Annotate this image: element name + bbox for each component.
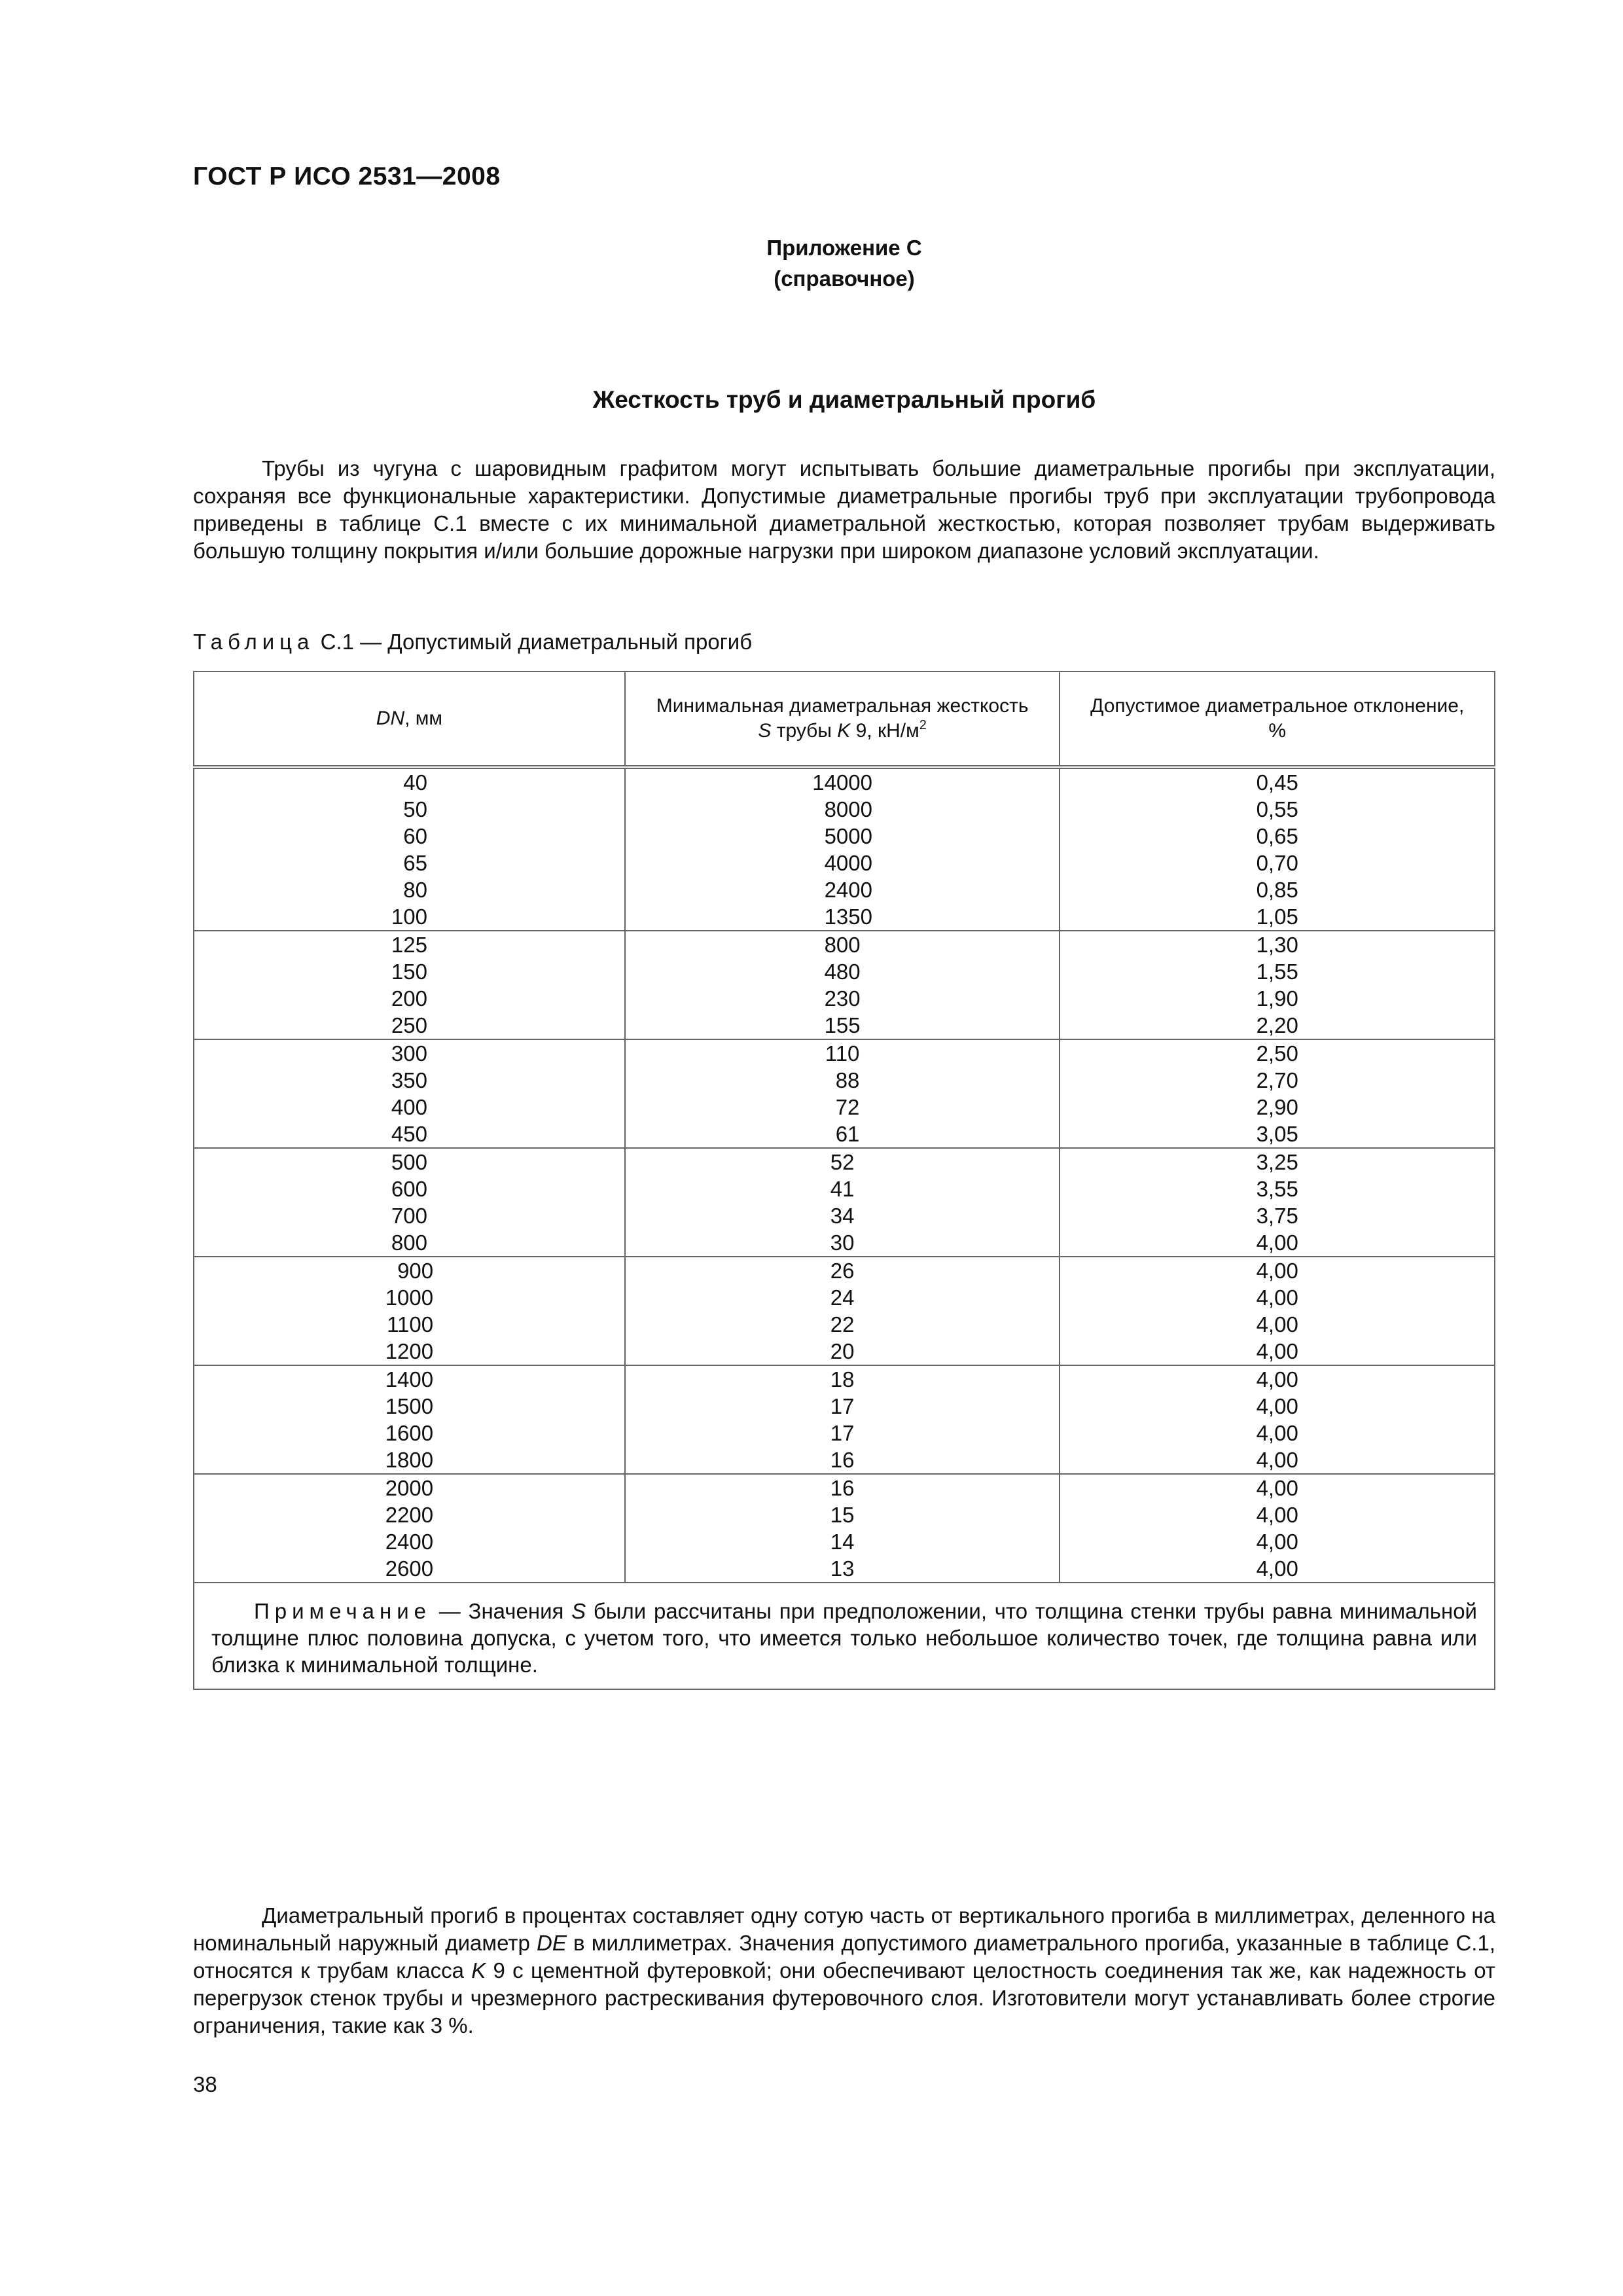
annex-subtitle: (справочное)	[774, 266, 915, 291]
table-row-group	[194, 1474, 1495, 1583]
dn-cell	[194, 1474, 625, 1583]
table-value: 4,00	[1256, 1394, 1298, 1418]
table-value: 65	[403, 851, 427, 875]
table-value: 0,85	[1256, 878, 1298, 902]
table-value: 52	[830, 1150, 855, 1174]
section-title: Жесткость труб и диаметральный прогиб	[592, 386, 1096, 413]
deflection-cell	[1060, 1039, 1495, 1148]
table-header-row	[194, 672, 1495, 767]
closing-paragraph: Диаметральный прогиб в процентах составляет одну сотую часть от вертикального прогиба в миллиметрах, деленного на номинальный наружный диаметр DE в миллиметрах. Значения допустимого диаметрального прогиба, указанные в таблице С.1, относятся к трубам класса K 9 с цементной футеровкой; они обеспечивают целостность соединения так же, как надежность от перегрузок стенок трубы и чрезмерного растрескивания футеровочного слоя. Изготовители могут устанавливать более строгие ограничения, такие как 3 %.	[193, 1903, 1496, 2037]
table-value: 20	[830, 1339, 855, 1363]
table-value: 300	[391, 1041, 427, 1066]
table-value: 1,30	[1256, 933, 1298, 957]
table-value: 4,00	[1256, 1503, 1298, 1527]
table-value: 4,00	[1256, 1312, 1298, 1336]
stiffness-cell	[625, 931, 1060, 1039]
table-value: 61	[835, 1122, 860, 1146]
table-value: 22	[830, 1312, 855, 1336]
table-value: 150	[391, 960, 427, 984]
table-value: 800	[824, 933, 861, 957]
header-deflection: Допустимое диаметральное отклонение, %	[1060, 672, 1495, 767]
stiffness-cell	[625, 1257, 1060, 1365]
table-row-group	[194, 1148, 1495, 1257]
table-value: 3,25	[1256, 1150, 1298, 1174]
table-value: 1350	[824, 905, 872, 929]
table-value: 4,00	[1256, 1367, 1298, 1391]
table-value: 13	[830, 1556, 855, 1581]
table-value: 200	[391, 986, 427, 1011]
table-value: 2600	[385, 1556, 434, 1581]
table-value: 4,00	[1256, 1448, 1298, 1472]
table-value: 0,70	[1256, 851, 1298, 875]
deflection-table	[193, 671, 1495, 1690]
deflection-cell	[1060, 1365, 1495, 1474]
table-value: 2200	[385, 1503, 434, 1527]
table-value: 5000	[824, 824, 872, 848]
table-value: 1400	[385, 1367, 434, 1391]
dn-cell	[194, 767, 625, 931]
table-value: 1500	[385, 1394, 434, 1418]
table-value: 3,05	[1256, 1122, 1298, 1146]
table-value: 15	[830, 1503, 855, 1527]
table-value: 400	[391, 1095, 427, 1119]
deflection-cell	[1060, 767, 1495, 931]
dn-cell	[194, 1039, 625, 1148]
table-value: 1,90	[1256, 986, 1298, 1011]
table-value: 1,05	[1256, 905, 1298, 929]
table-value: 900	[397, 1259, 434, 1283]
table-value: 41	[830, 1177, 855, 1201]
table-value: 800	[391, 1230, 427, 1255]
table-value: 230	[824, 986, 861, 1011]
table-value: 60	[403, 824, 427, 848]
table-value: 14	[830, 1530, 855, 1554]
deflection-cell	[1060, 931, 1495, 1039]
table-value: 18	[830, 1367, 855, 1391]
table-caption-text: С.1 — Допустимый диаметральный прогиб	[320, 630, 753, 654]
table-value: 155	[824, 1013, 861, 1037]
table-value: 125	[391, 933, 427, 957]
table-value: 1800	[385, 1448, 434, 1472]
table-value: 4,00	[1256, 1259, 1298, 1283]
document-code: ГОСТ Р ИСО 2531—2008	[193, 162, 501, 190]
header-dn: DN, мм	[194, 672, 625, 767]
table-value: 4000	[824, 851, 872, 875]
table-value: 72	[835, 1095, 860, 1119]
deflection-cell	[1060, 1474, 1495, 1583]
table-value: 350	[391, 1068, 427, 1092]
table-value: 1100	[387, 1312, 434, 1336]
deflection-cell	[1060, 1148, 1495, 1257]
table-value: 1200	[385, 1339, 434, 1363]
stiffness-cell	[625, 1148, 1060, 1257]
table-value: 2400	[824, 878, 872, 902]
table-value: 500	[391, 1150, 427, 1174]
stiffness-cell	[625, 1365, 1060, 1474]
table-value: 34	[830, 1204, 855, 1228]
dn-cell	[194, 931, 625, 1039]
table-value: 3,75	[1256, 1204, 1298, 1228]
dn-cell	[194, 1148, 625, 1257]
table-value: 0,65	[1256, 824, 1298, 848]
table-value: 50	[403, 797, 427, 821]
table-value: 4,00	[1256, 1421, 1298, 1445]
table-row-group	[194, 1365, 1495, 1474]
table-value: 26	[830, 1259, 855, 1283]
table-value: 480	[824, 960, 861, 984]
table-value: 4,00	[1256, 1285, 1298, 1310]
table-value: 30	[830, 1230, 855, 1255]
table-value: 4,00	[1256, 1530, 1298, 1554]
annex-title: Приложение С	[766, 236, 922, 260]
table-row-group	[194, 767, 1495, 931]
table-value: 100	[391, 905, 427, 929]
table-row-group	[194, 1039, 1495, 1148]
table-value: 2,90	[1256, 1095, 1298, 1119]
table-value: 88	[835, 1068, 860, 1092]
table-value: 3,55	[1256, 1177, 1298, 1201]
table-row-group	[194, 931, 1495, 1039]
table-value: 2400	[385, 1530, 434, 1554]
stiffness-cell	[625, 1474, 1060, 1583]
table-value: 4,00	[1256, 1476, 1298, 1500]
table-value: 4,00	[1256, 1339, 1298, 1363]
dn-cell	[194, 1257, 625, 1365]
table-value: 1000	[385, 1285, 434, 1310]
table-note-row	[194, 1583, 1495, 1689]
table-caption	[193, 630, 752, 655]
table-value: 450	[391, 1122, 427, 1146]
table-value: 16	[830, 1476, 855, 1500]
table-value: 1600	[385, 1421, 434, 1445]
table-value: 17	[830, 1394, 855, 1418]
table-value: 2,50	[1256, 1041, 1298, 1066]
stiffness-cell	[625, 767, 1060, 931]
stiffness-cell	[625, 1039, 1060, 1148]
header-stiffness: Минимальная диаметральная жесткость S трубы K 9, $кН/м^2$	[625, 672, 1060, 767]
table-row-group	[194, 1257, 1495, 1365]
table-value: 40	[403, 770, 427, 795]
table-value: 700	[391, 1204, 427, 1228]
table-value: 0,45	[1256, 770, 1298, 795]
intro-paragraph: Трубы из чугуна с шаровидным графитом могут испытывать большие диаметральные прогибы при эксплуатации, сохраняя все функциональные характеристики. Допустимые диаметральные прогибы труб при эксплуатации трубопровода приведены в таблице С.1 вместе с их минимальной диаметральной жесткостью, которая позволяет трубам выдерживать большую толщину покрытия и/или большие дорожные нагрузки при широком диапазоне условий эксплуатации.	[193, 456, 1495, 563]
table-value: 110	[825, 1041, 860, 1066]
table-value: 80	[403, 878, 427, 902]
table-value: 24	[830, 1285, 855, 1310]
page-number: 38	[193, 2072, 217, 2096]
table-value: 600	[391, 1177, 427, 1201]
table-value: 16	[830, 1448, 855, 1472]
deflection-cell	[1060, 1257, 1495, 1365]
table-value: 4,00	[1256, 1556, 1298, 1581]
table-caption-label: Таблица	[193, 630, 315, 654]
annex-heading	[654, 232, 1034, 294]
table-value: 1,55	[1256, 960, 1298, 984]
table-value: 250	[391, 1013, 427, 1037]
table-value: 0,55	[1256, 797, 1298, 821]
table-value: 2,70	[1256, 1068, 1298, 1092]
dn-cell	[194, 1365, 625, 1474]
table-value: 4,00	[1256, 1230, 1298, 1255]
table-note: Примечание — Значения S были рассчитаны при предположении, что толщина стенки трубы равна минимальной толщине плюс половина допуска, с учетом того, что имеется только небольшое количество точек, где толщина равна или близка к минимальной толщине.	[194, 1583, 1495, 1689]
table-value: 2,20	[1256, 1013, 1298, 1037]
table-value: 17	[830, 1421, 855, 1445]
table-value: 8000	[824, 797, 872, 821]
table-value: 14000	[812, 770, 872, 795]
table-value: 2000	[385, 1476, 434, 1500]
